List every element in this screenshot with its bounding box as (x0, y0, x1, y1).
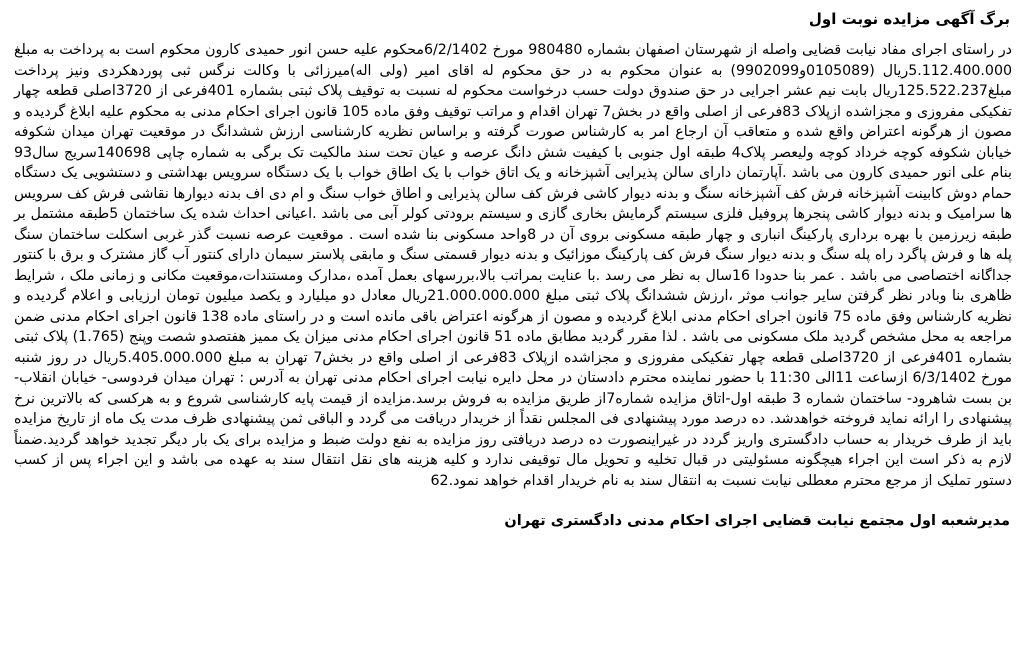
notice-body: در راستای اجرای مفاد نیابت قضایی واصله از شهرستان اصفهان بشماره 980480 مورخ 6/2/1402محکوم علیه حسن انور حمیدی کارون محکوم است به پرداخت به مبلغ 5.112.400.000ریال (0105089و9902099) به عنوان محکوم به در حق محکوم له اقای امیر (ولی اله)میرزائی با وکالت نرگس ثبی پوردهکردی ونیز پرداخت مبلغ125.522.237ریال بابت نیم عشر اجرایی در حق صندوق دولت حسب درخواست محکوم له نسبت به توقیف پلاک ثبتی بشماره 401فرعی از 3720اصلی قطعه چهار تفکیکی مفروزی و مجزاشده ازپلاک 83فرعی از اصلی واقع در بخش7 تهران اقدام و مراتب توقیف وفق ماده 105 قانون اجرای احکام مدنی به محکوم علیه ابلاغ گردیده و مصون از هرگونه اعتراض واقع شده و متعاقب آن ارجاع امر به کارشناس صورت گرفته و براساس نظریه کارشناسی ارزش ششدانگ در موقعیت تهران میدان شکوفه خیابان شکوفه کوچه خرداد کوچه ولیعصر پلاک4 طبقه اول جنوبی با کیفیت شش دانگ عرصه و عیان تحت سند مالکیت تک برگی به شماره چاپی 140698سریج سال93 بنام علی انور حمیدی کارون می باشد .آپارتمان دارای سالن پذیرایی آشپزخانه و یک اتاق خواب با یک اطاق خواب با یک دستگاه سرویس بهداشتی و دستشویی یک دستگاه حمام دوش کابینت آشپزخانه فرش کف آشپزخانه سنگ و بدنه دیوار کاشی فرش کف سالن پذیرایی و اطاق خواب سنگ و ام دی اف بدنه دیوارها نقاشی فرش کف سرویس ها سرامیک و بدنه دیوار کاشی پنجرها پروفیل فلزی سیستم گرمایش بخاری گازی و سیستم برودتی کولر آبی می باشد .اعیانی احداث شده یک ساختمان 5طبقه مشتمل بر طبقه زیرزمین با بهره برداری پارکینگ انباری و چهار طبقه مسکونی بروی آن در 8واحد مسکونی بنا شده است . موقعیت عرصه نسبت گذر غربی اسکلت ساختمان سنگ پله ها و فرش پاگرد راه پله سنگ و بدنه دیوار سنگ فرش کف پارکینگ موزائیک و بدنه دیوار قسمتی سنگ و مابقی پلاستر سیمان دارای کنتور آب گاز مشترک و برق با کنتور جداگانه اختصاصی می باشد . عمر بنا حدودا 16سال به نظر می رسد .با عنایت بمراتب بالا،بررسهای بعمل آمده ،مدارک ومستندات،موقعیت مکانی و زمانی ملک ، شرایط ظاهری بنا وبادر نظر گرفتن سایر جوانب موثر ،ارزش ششدانگ پلاک ثبتی مبلغ 21.000.000.000ریال معادل دو میلیارد و یکصد میلیون تومان ارزیابی و اعلام گردیده و نظریه کارشناس وفق ماده 75 قانون اجرای احکام مدنی ابلاغ گردیده و مصون از هرگونه اعتراض باقی مانده است و در راستای ماده 138 قانون اجرای احکام مدنی ضمن مراجعه به محل مشخص گردید ملک مسکونی می باشد . لذا مقرر گردید مطابق ماده 51 قانون اجرای احکام مدنی میزان یک ممیز هفتصدو شصت وپنج (1.765) پلاک ثبتی بشماره 401فرعی از 3720اصلی قطعه چهار تفکیکی مفروزی و مجزاشده ازپلاک 83فرعی از اصلی واقع در بخش7 تهران به مبلغ 5.405.000.000ریال در روز شنبه مورخ 6/3/1402 ازساعت 11الی 11:30 با حضور نماینده محترم دادستان در محل دایره نیابت اجرای احکام مدنی تهران به آدرس : تهران میدان فردوسی- خیابان انقلاب- بن بست شاهرود- ساختمان شماره 3 طبقه اول-اتاق مزایده شماره7از طریق مزایده به فروش برسد.مزایده از قیمت پایه کارشناسی شروع و به هرکسی که بالاترین نرخ پیشنهادی را ارائه نماید فروخته خواهدشد. ده درصد مورد پیشنهادی فی المجلس نقداً از خریدار دریافت می گردد و الباقی ثمن پیشنهادی ظرف مدت یک ماه از تاریخ مزایده باید از طرف خریدار به حساب دادگستری واریز گردد در غیراینصورت ده درصد دریافتی روز مزایده به نفع دولت ضبط و مزایده برای یک بار دیگر تجدید خواهد گردید.ضمناً لازم به ذکر است این اجراء هیچگونه مسئولیتی در قبال تخلیه و تحویل مال توقیفی ندارد و کلیه هزینه های نقل انتقال سند به عهده می باشد و این اجراء پس از کسب دستور تملیک از مرجع محترم معطلی نیابت نسبت به انتقال سند به نام خریدار اقدام خواهد نمود.62 (14, 42, 1013, 489)
notice-signature: مدیرشعبه اول مجتمع نیابت قضایی اجرای احکام مدنی دادگستری تهران (504, 513, 1010, 529)
notice-title: برگ آگهی مزایده نوبت اول (808, 10, 1010, 28)
